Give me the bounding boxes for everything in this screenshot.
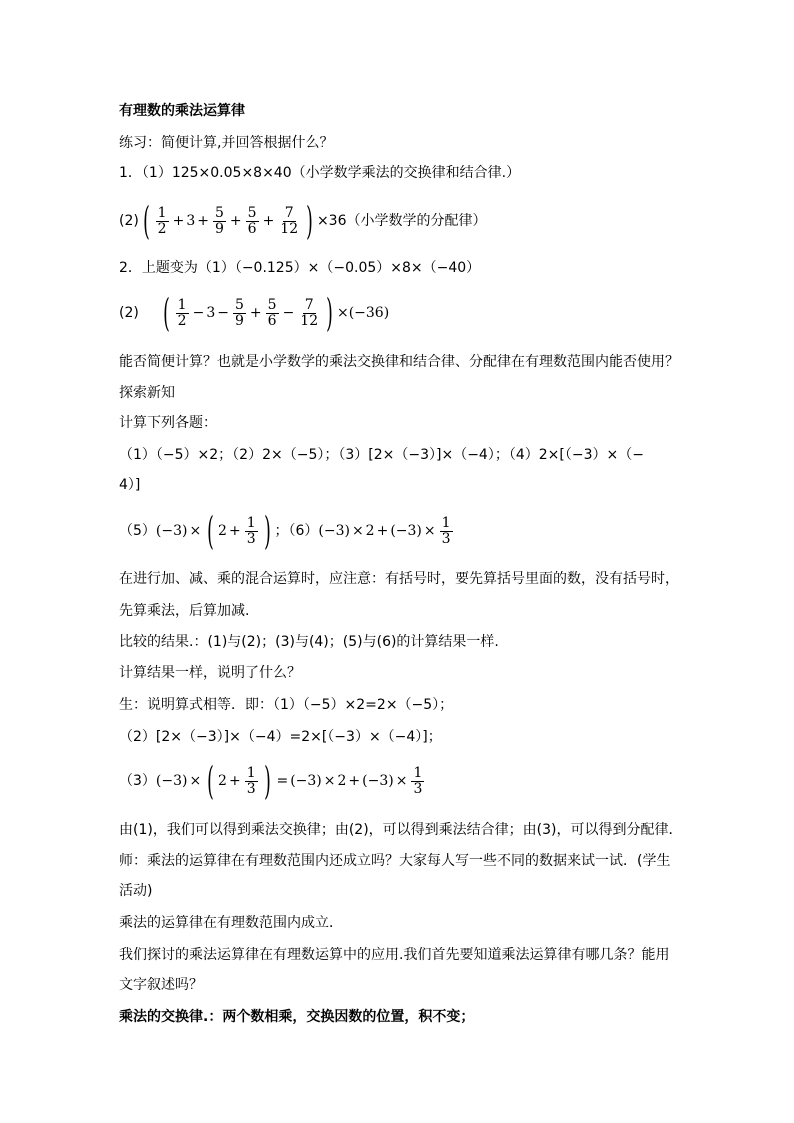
exercise-intro: 练习：简便计算,并回答根据什么？ (119, 135, 334, 151)
apply-line-2: 文字叙述吗？ (119, 977, 203, 993)
paren-right: ) (306, 199, 313, 243)
fraction: $\frac{5}{9}$ (214, 204, 224, 237)
holds-text: 乘法的运算律在有理数范围内成立． (119, 915, 343, 931)
calc6-label: ；（6） (274, 523, 319, 539)
fraction: $\frac{5}{6}$ (247, 204, 257, 237)
conclusion-text: 由(1)，我们可以得到乘法交换律；由(2)，可以得到乘法结合律；由(3)，可以得到分配律． (119, 822, 683, 838)
section-explore: 探索新知 (119, 385, 175, 401)
calc-line-2: 4）] (119, 477, 141, 493)
paren-left: ( (142, 199, 150, 243)
student3-label: （3） (119, 773, 156, 789)
apply-line-1: 我们探讨的乘法运算律在有理数运算中的应用.我们首先要知道乘法运算律有哪几条？能用 (119, 947, 670, 963)
ex22-label: (2) (119, 305, 139, 321)
student3-expression: (−3) × ( 2 + $\frac{1}{3}$ ) = (−3) × 2 + (−3) × $\frac{1}{3}$ (155, 759, 423, 803)
commutative-law: 乘法的交换律.：两个数相乘，交换因数的位置，积不变； (119, 1009, 475, 1025)
calc-prompt: 计算下列各题： (119, 415, 217, 431)
fraction: $\frac{7}{12}$ (280, 204, 299, 237)
doc-title: 有理数的乘法运算律 (119, 103, 245, 119)
note-line-2: 先算乘法，后算加减. (119, 603, 250, 619)
calc-line-5-6 (119, 509, 455, 553)
teacher-line-1: 师：乘法的运算律在有理数范围内还成立吗？大家每人写一些不同的数据来试一试．(学生 (119, 853, 671, 869)
calc5-label: （5） (119, 523, 156, 539)
calc5-expression: (−3) × ( 2 + $\frac{1}{3}$ ) (155, 509, 271, 553)
ex22-expression: ( $\frac{1}{2}$ − 3 − $\frac{5}{9}$ + $\frac{5}{6}$ − $\frac{7}{12}$ ) × (−36) (162, 291, 390, 335)
question-text: 能否简便计算？也就是小学数学的乘法交换律和结合律、分配律在有理数范围内能否使用？ (119, 354, 679, 370)
student-answer-2: （2）[2×（−3）]×（−4）=2×[（−3）×（−4）]； (119, 729, 442, 745)
meaning-question: 计算结果一样，说明了什么？ (119, 665, 301, 681)
exercise-1-2 (119, 199, 487, 243)
student-answer-1: 生：说明算式相等．即：（1）（−5）×2=2×（−5）； (119, 697, 454, 713)
fraction: $\frac{1}{2}$ (157, 204, 167, 237)
exercise-2-1: 2．上题变为（1）（−0.125）×（−0.05）×8×（−40） (119, 260, 481, 276)
ex12-suffix: ×36（小学数学的分配律） (316, 213, 487, 229)
exercise-2-2 (119, 291, 389, 335)
exercise-1-1: 1．（1）125×0.05×8×40（小学数学乘法的交换律和结合律.） (119, 165, 521, 181)
ex12-expression: ( $\frac{1}{2}$ + 3 + $\frac{5}{9}$ + $\frac{5}{6}$ + $\frac{7}{12}$ ) (142, 199, 313, 243)
teacher-line-2: 活动) (119, 883, 153, 899)
note-line-1: 在进行加、减、乘的混合运算时，应注意：有括号时，要先算括号里面的数，没有括号时， (119, 571, 679, 587)
compare-text: 比较的结果.：(1)与(2)；(3)与(4)；(5)与(6)的计算结果一样. (119, 634, 499, 650)
calc6-expression: (−3) × 2 + (−3) × $\frac{1}{3}$ (318, 514, 451, 547)
ex12-label: (2) (119, 213, 139, 229)
calc-line-1: （1）（−5）×2；（2）2×（−5）；（3）[2×（−3）]×（−4）；（4）2×[（−3）×（− (119, 447, 644, 463)
student-answer-3 (119, 759, 426, 803)
